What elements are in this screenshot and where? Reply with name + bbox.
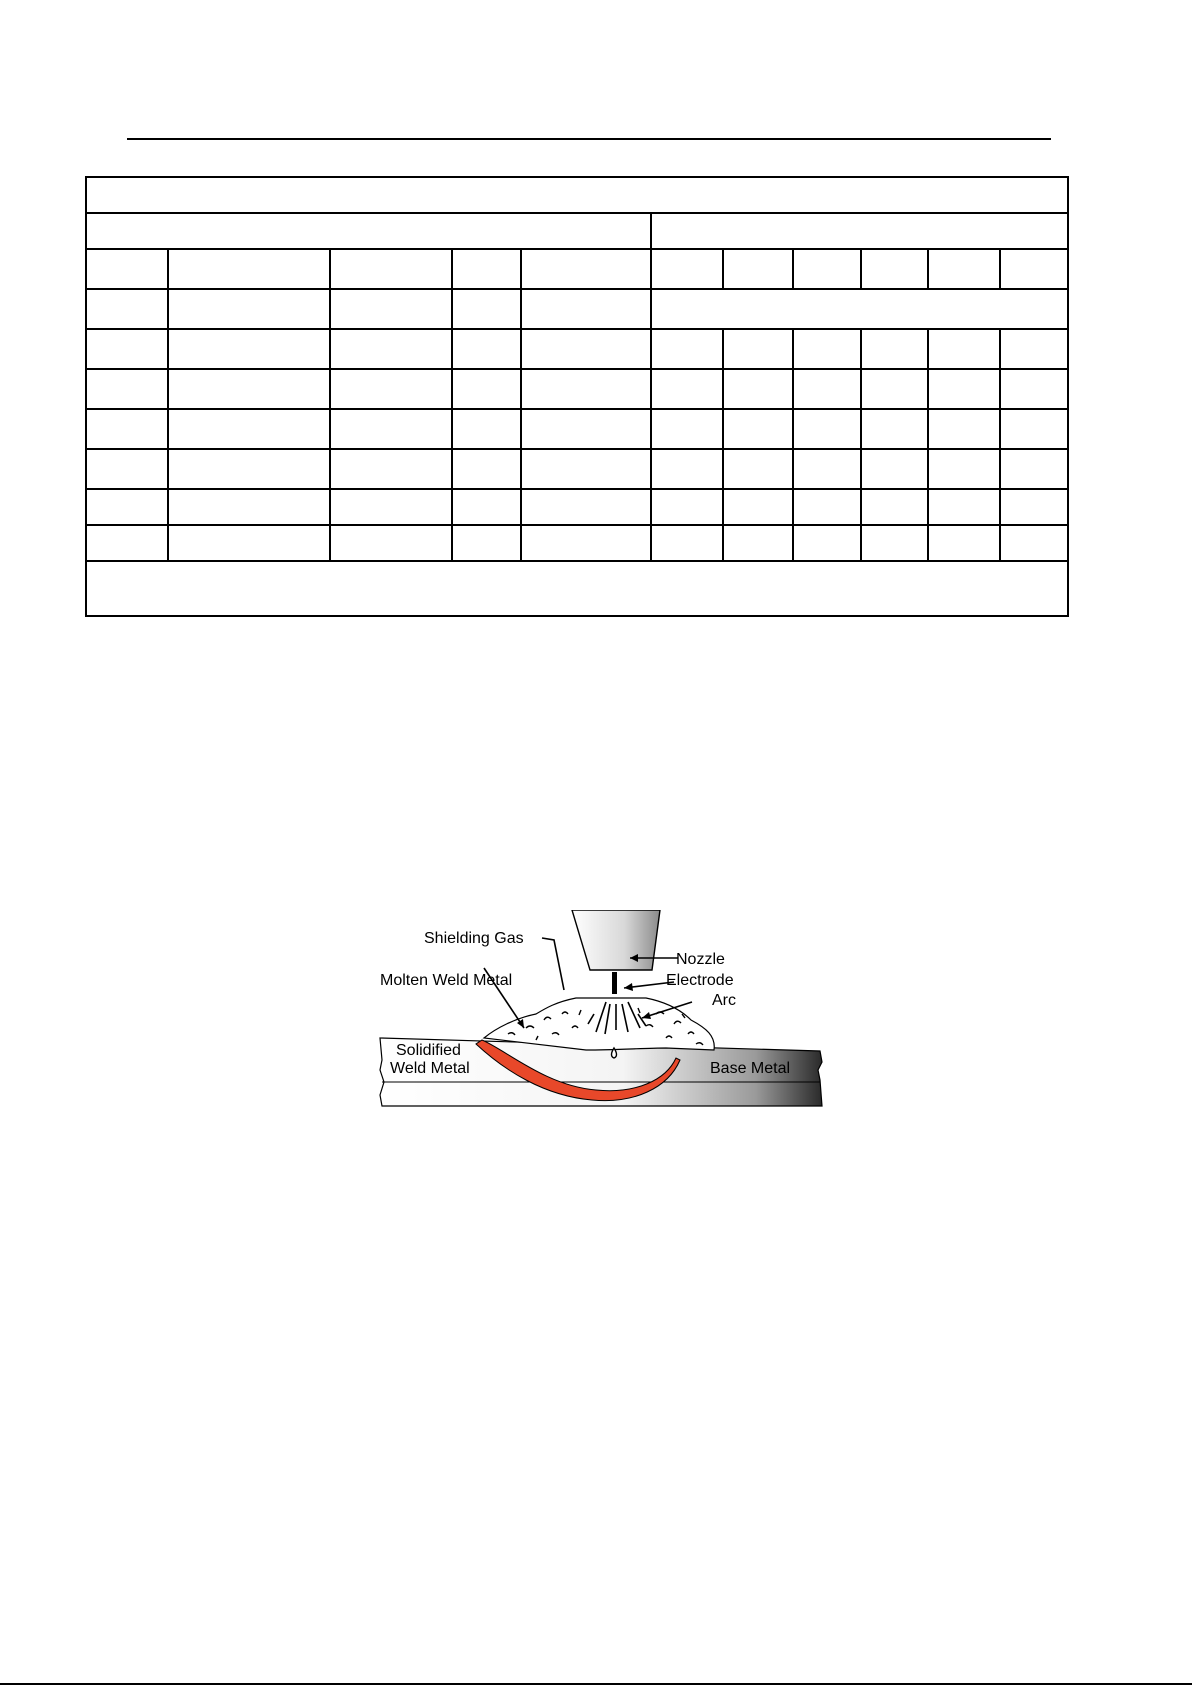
table-cell xyxy=(793,369,861,409)
table-cell xyxy=(168,329,330,369)
table-cell xyxy=(793,449,861,489)
table-cell xyxy=(793,489,861,525)
label-base-metal: Base Metal xyxy=(710,1060,791,1077)
table-note-cell xyxy=(86,561,1068,616)
table-cell xyxy=(1000,409,1068,449)
table-row xyxy=(86,409,1068,449)
column-header xyxy=(330,249,452,289)
table-cell xyxy=(723,329,793,369)
table-cell xyxy=(86,525,168,561)
table-cell xyxy=(793,329,861,369)
column-header xyxy=(1000,249,1068,289)
table-cell xyxy=(330,289,452,329)
table-group-right xyxy=(651,213,1068,249)
table-row xyxy=(86,329,1068,369)
table-cell xyxy=(521,449,651,489)
table-cell xyxy=(452,489,521,525)
table-cell xyxy=(861,369,928,409)
table-cell xyxy=(651,449,723,489)
label-solidified-line2: Weld Metal xyxy=(390,1060,470,1077)
table-cell xyxy=(330,329,452,369)
table-cell xyxy=(928,329,1000,369)
table-row xyxy=(86,489,1068,525)
table-cell xyxy=(521,409,651,449)
table-cell xyxy=(330,409,452,449)
table-cell xyxy=(861,409,928,449)
column-header xyxy=(861,249,928,289)
table-cell xyxy=(928,525,1000,561)
table-row xyxy=(86,289,1068,329)
column-header xyxy=(793,249,861,289)
table-cell xyxy=(168,449,330,489)
table-cell xyxy=(928,409,1000,449)
column-header xyxy=(452,249,521,289)
label-electrode: Electrode xyxy=(666,972,734,989)
table-cell xyxy=(168,369,330,409)
column-header xyxy=(86,249,168,289)
table-row xyxy=(86,525,1068,561)
table-cell xyxy=(521,289,651,329)
column-header xyxy=(521,249,651,289)
table-row xyxy=(86,369,1068,409)
electrode xyxy=(612,972,617,994)
table-cell xyxy=(861,449,928,489)
table-cell xyxy=(168,409,330,449)
table-cell xyxy=(521,489,651,525)
label-solidified-line1: Solidified xyxy=(396,1042,461,1059)
column-header xyxy=(928,249,1000,289)
table-cell xyxy=(1000,449,1068,489)
nozzle xyxy=(572,910,660,970)
table-cell xyxy=(330,449,452,489)
table-cell xyxy=(168,289,330,329)
table-cell xyxy=(521,369,651,409)
table-cell xyxy=(861,489,928,525)
table-cell xyxy=(1000,369,1068,409)
table-cell xyxy=(723,449,793,489)
label-molten-weld-metal: Molten Weld Metal xyxy=(380,972,513,989)
welding-diagram xyxy=(376,910,828,1112)
table-cell xyxy=(1000,329,1068,369)
table-cell xyxy=(86,449,168,489)
column-header xyxy=(723,249,793,289)
table-cell xyxy=(928,489,1000,525)
table-cell xyxy=(330,525,452,561)
table-cell xyxy=(452,369,521,409)
table-cell xyxy=(1000,525,1068,561)
header-rule xyxy=(127,138,1051,140)
label-arc: Arc xyxy=(712,992,736,1009)
column-header xyxy=(168,249,330,289)
column-header xyxy=(651,249,723,289)
table-cell xyxy=(651,525,723,561)
label-nozzle: Nozzle xyxy=(676,951,725,968)
table-cell xyxy=(928,449,1000,489)
table-cell xyxy=(793,409,861,449)
table-cell xyxy=(723,525,793,561)
table-header-row xyxy=(86,249,1068,289)
table-cell xyxy=(330,489,452,525)
table-cell xyxy=(521,525,651,561)
table-cell xyxy=(86,369,168,409)
table-cell xyxy=(86,409,168,449)
table-cell xyxy=(330,369,452,409)
table-merged-cell xyxy=(651,289,1068,329)
table-cell xyxy=(651,409,723,449)
table-cell xyxy=(86,489,168,525)
table-cell xyxy=(651,369,723,409)
table-cell xyxy=(793,525,861,561)
table-cell xyxy=(452,525,521,561)
table-cell xyxy=(86,329,168,369)
table-cell xyxy=(168,525,330,561)
table-cell xyxy=(928,369,1000,409)
table-group-left xyxy=(86,213,651,249)
table-cell xyxy=(1000,489,1068,525)
table-cell xyxy=(861,329,928,369)
table-cell xyxy=(861,525,928,561)
table-cell xyxy=(723,489,793,525)
table-cell xyxy=(723,409,793,449)
label-shielding-gas: Shielding Gas xyxy=(424,930,524,947)
table-cell xyxy=(168,489,330,525)
table-cell xyxy=(452,289,521,329)
table-cell xyxy=(452,409,521,449)
table-cell xyxy=(452,449,521,489)
table-cell xyxy=(651,489,723,525)
spec-table xyxy=(85,176,1069,617)
table-cell xyxy=(452,329,521,369)
table-cell xyxy=(651,329,723,369)
table-row xyxy=(86,449,1068,489)
table-cell xyxy=(723,369,793,409)
table-cell xyxy=(86,289,168,329)
table-title-cell xyxy=(86,177,1068,213)
table-cell xyxy=(521,329,651,369)
